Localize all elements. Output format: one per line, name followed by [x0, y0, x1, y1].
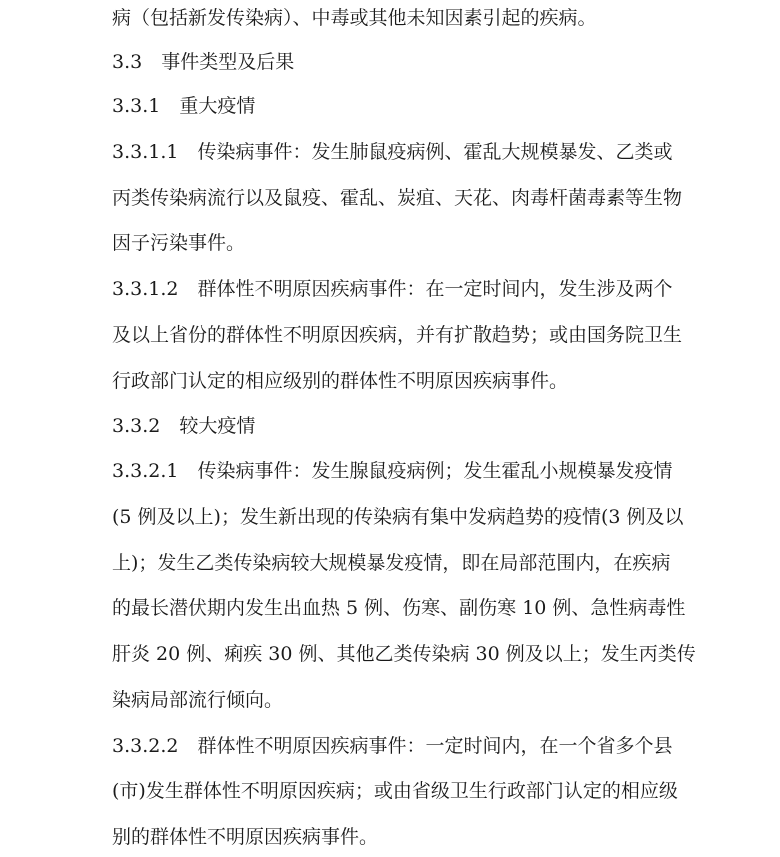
text-line: 3.3.1.1 传染病事件：发生肺鼠疫病例、霍乱大规模暴发、乙类或	[112, 141, 673, 163]
text-line: 病（包括新发传染病）、中毒或其他未知因素引起的疾病。	[112, 7, 597, 29]
text-line: 丙类传染病流行以及鼠疫、霍乱、炭疽、天花、肉毒杆菌毒素等生物	[112, 187, 683, 209]
text-line: 3.3.2.1 传染病事件：发生腺鼠疫病例；发生霍乱小规模暴发疫情	[112, 460, 673, 482]
text-line: 因子污染事件。	[112, 232, 246, 254]
text-line: 3.3.1.2 群体性不明原因疾病事件：在一定时间内，发生涉及两个	[112, 278, 673, 300]
text-line: (市)发生群体性不明原因疾病；或由省级卫生行政部门认定的相应级	[112, 780, 678, 802]
text-line: 的最长潜伏期内发生出血热 5 例、伤寒、副伤寒 10 例、急性病毒性	[112, 597, 686, 619]
text-line: 上)；发生乙类传染病较大规模暴发疫情，即在局部范围内，在疾病	[112, 552, 671, 574]
text-line: 染病局部流行倾向。	[112, 689, 284, 711]
subsection-heading-3-3-2: 3.3.2 较大疫情	[112, 415, 256, 437]
section-heading-3-3: 3.3 事件类型及后果	[112, 51, 295, 73]
text-line: 肝炎 20 例、痢疾 30 例、其他乙类传染病 30 例及以上；发生丙类传	[112, 643, 696, 665]
text-line: 别的群体性不明原因疾病事件。	[112, 826, 379, 848]
text-line: (5 例及以上)；发生新出现的传染病有集中发病趋势的疫情(3 例及以	[112, 506, 684, 528]
text-line: 行政部门认定的相应级别的群体性不明原因疾病事件。	[112, 370, 569, 392]
text-line: 及以上省份的群体性不明原因疾病，并有扩散趋势；或由国务院卫生	[112, 324, 683, 346]
subsection-heading-3-3-1: 3.3.1 重大疫情	[112, 95, 256, 117]
text-line: 3.3.2.2 群体性不明原因疾病事件：一定时间内，在一个省多个县	[112, 735, 673, 757]
